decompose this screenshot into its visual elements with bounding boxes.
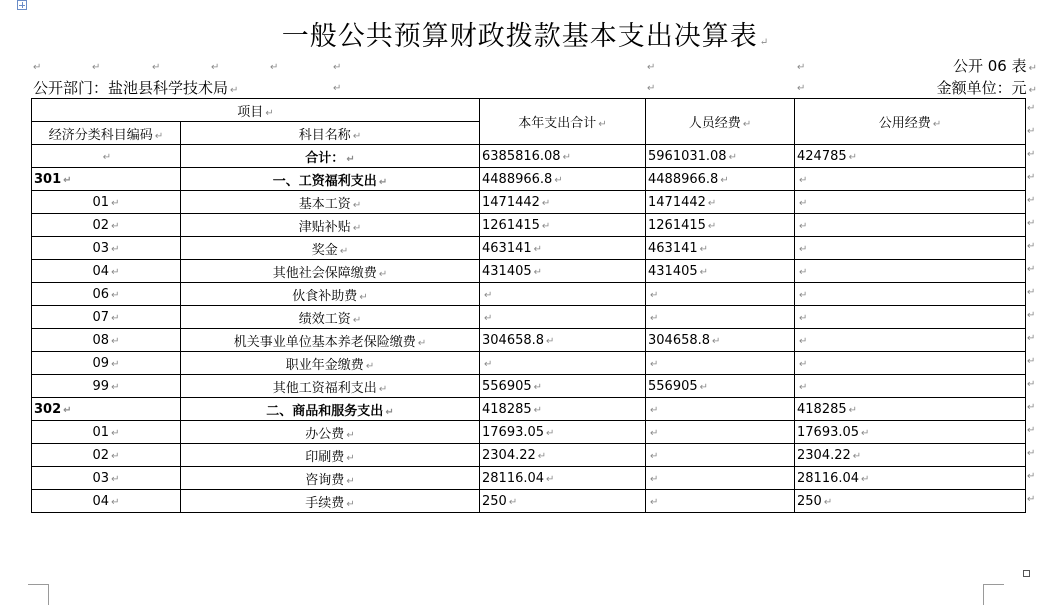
paragraph-mark-icon: ↵ <box>365 360 375 372</box>
table-row <box>32 444 1026 467</box>
paragraph-mark-icon: ↵ <box>546 335 555 347</box>
paragraph-mark-icon: ↵ <box>1028 63 1037 74</box>
paragraph-mark-icon: ↵ <box>1027 172 1036 183</box>
paragraph-mark-icon: ↵ <box>102 151 112 163</box>
public-cell <box>795 375 1026 398</box>
name-cell-text: 合计： <box>305 150 345 166</box>
personnel-cell <box>646 260 795 283</box>
paragraph-mark-icon: ↵ <box>111 312 120 324</box>
unit-label <box>937 77 1037 98</box>
total-cell <box>480 490 646 513</box>
personnel-cell-text: 5961031.08 <box>648 148 727 164</box>
paragraph-mark-icon: ↵ <box>848 151 858 163</box>
paragraph-mark-icon: ↵ <box>650 312 659 324</box>
paragraph-mark-icon: ↵ <box>533 404 543 416</box>
paragraph-mark-icon: ↵ <box>799 243 808 255</box>
paragraph-mark-icon: ↵ <box>352 130 362 142</box>
table-move-handle-icon[interactable] <box>17 0 27 10</box>
name-cell-text: 基本工资 <box>298 196 351 212</box>
personnel-cell <box>646 467 795 490</box>
paragraph-mark-icon: ↵ <box>1027 448 1036 459</box>
code-cell <box>32 490 181 513</box>
code-cell-text: 02 <box>92 447 110 463</box>
total-cell <box>480 375 646 398</box>
paragraph-mark-icon: ↵ <box>111 496 120 508</box>
personnel-cell-text: 463141 <box>648 240 698 256</box>
total-cell-text: 304658.8 <box>482 332 545 348</box>
paragraph-mark-icon: ↵ <box>799 266 808 278</box>
paragraph-mark-icon: ↵ <box>352 199 362 211</box>
paragraph-mark-icon: ↵ <box>111 289 120 301</box>
total-cell-text: 418285 <box>482 401 532 417</box>
paragraph-mark-icon: ↵ <box>211 62 220 73</box>
paragraph-mark-icon: ↵ <box>63 404 72 416</box>
name-cell-text: 津贴补贴 <box>298 219 351 235</box>
public-cell <box>795 490 1026 513</box>
paragraph-mark-icon: ↵ <box>562 151 571 163</box>
total-cell <box>480 214 646 237</box>
public-cell <box>795 191 1026 214</box>
name-cell <box>181 306 480 329</box>
personnel-cell <box>646 375 795 398</box>
page-corner-mark-right <box>983 584 1004 605</box>
paragraph-mark-icon: ↵ <box>797 83 806 94</box>
public-cell-text: 28116.04 <box>797 470 860 486</box>
code-cell <box>32 214 181 237</box>
public-cell-text: 250 <box>797 493 822 509</box>
paragraph-mark-icon: ↵ <box>699 266 709 278</box>
table-row <box>32 352 1026 375</box>
name-cell <box>181 191 480 214</box>
table-row <box>32 214 1026 237</box>
paragraph-mark-icon: ↵ <box>742 119 752 130</box>
name-cell <box>181 329 480 352</box>
public-cell <box>795 283 1026 306</box>
paragraph-mark-icon: ↵ <box>533 243 543 255</box>
header-public-text: 公用经费 <box>878 116 931 131</box>
personnel-cell <box>646 237 795 260</box>
name-cell-text: 职业年金缴费 <box>285 357 364 373</box>
public-cell <box>795 444 1026 467</box>
paragraph-mark-icon: ↵ <box>265 107 274 119</box>
name-cell <box>181 260 480 283</box>
paragraph-mark-icon: ↵ <box>799 358 808 370</box>
table-row <box>32 260 1026 283</box>
paragraph-mark-icon: ↵ <box>554 174 563 186</box>
paragraph-mark-icon: ↵ <box>1027 195 1036 206</box>
name-cell-text: 机关事业单位基本养老保险缴费 <box>233 334 416 350</box>
paragraph-mark-icon: ↵ <box>712 335 721 347</box>
paragraph-mark-icon: ↵ <box>346 429 355 441</box>
paragraph-mark-icon: ↵ <box>111 381 120 393</box>
public-cell <box>795 214 1026 237</box>
total-cell-text: 6385816.08 <box>482 148 561 164</box>
table-row <box>32 306 1026 329</box>
personnel-cell-text: 556905 <box>648 378 698 394</box>
paragraph-mark-icon: ↵ <box>799 312 808 324</box>
total-cell-text: 1471442 <box>482 194 540 210</box>
paragraph-mark-icon: ↵ <box>339 245 349 257</box>
personnel-cell-text: 1261415 <box>648 217 706 233</box>
public-cell-text: 17693.05 <box>797 424 860 440</box>
total-cell <box>480 145 646 168</box>
paragraph-mark-icon: ↵ <box>508 496 518 508</box>
table-resize-handle[interactable] <box>1023 570 1030 577</box>
paragraph-mark-icon: ↵ <box>333 62 342 73</box>
header-code-cell <box>32 122 181 145</box>
paragraph-mark-icon: ↵ <box>861 473 870 485</box>
paragraph-mark-icon: ↵ <box>650 289 659 301</box>
public-cell <box>795 168 1026 191</box>
paragraph-mark-icon: ↵ <box>1027 310 1036 321</box>
paragraph-mark-icon: ↵ <box>1027 425 1036 436</box>
name-cell-text: 咨询费 <box>305 472 345 488</box>
paragraph-mark-icon: ↵ <box>848 404 858 416</box>
total-cell-text: 4488966.8 <box>482 171 553 187</box>
paragraph-mark-icon: ↵ <box>92 62 101 73</box>
public-cell <box>795 329 1026 352</box>
code-cell <box>32 352 181 375</box>
personnel-cell-text: 1471442 <box>648 194 706 210</box>
paragraph-mark-icon: ↵ <box>111 450 120 462</box>
paragraph-mark-icon: ↵ <box>728 151 737 163</box>
paragraph-mark-icon: ↵ <box>598 119 607 130</box>
total-cell <box>480 260 646 283</box>
name-cell-text: 奖金 <box>311 242 338 258</box>
code-cell-text: 03 <box>92 470 110 486</box>
header-total-cell <box>480 99 646 145</box>
code-cell <box>32 237 181 260</box>
paragraph-mark-icon: ↵ <box>1027 356 1036 367</box>
name-cell <box>181 214 480 237</box>
personnel-cell <box>646 145 795 168</box>
paragraph-mark-icon: ↵ <box>378 383 388 395</box>
table-row <box>32 467 1026 490</box>
paragraph-mark-icon: ↵ <box>799 220 808 232</box>
paragraph-mark-icon: ↵ <box>1027 471 1036 482</box>
header-personnel-cell <box>646 99 795 145</box>
total-cell-text: 1261415 <box>482 217 540 233</box>
code-cell <box>32 398 181 421</box>
unit-text: 金额单位：元 <box>936 79 1027 97</box>
total-cell <box>480 237 646 260</box>
paragraph-mark-icon: ↵ <box>699 243 709 255</box>
paragraph-mark-icon: ↵ <box>650 450 659 462</box>
total-cell-text: 2304.22 <box>482 447 536 463</box>
table-row <box>32 145 1026 168</box>
page-corner-mark-left <box>28 584 49 605</box>
total-cell <box>480 329 646 352</box>
paragraph-mark-icon: ↵ <box>1027 494 1036 505</box>
public-cell <box>795 145 1026 168</box>
paragraph-mark-icon: ↵ <box>378 268 388 280</box>
name-cell-text: 其他工资福利支出 <box>272 380 377 396</box>
code-cell-text: 08 <box>92 332 110 348</box>
department-text: 公开部门：盐池县科学技术局 <box>33 79 229 97</box>
table-row <box>32 168 1026 191</box>
total-cell <box>480 191 646 214</box>
paragraph-mark-icon: ↵ <box>541 220 551 232</box>
paragraph-mark-icon: ↵ <box>861 427 870 439</box>
code-cell-text: 04 <box>92 493 110 509</box>
header-personnel-text: 人员经费 <box>688 116 741 131</box>
table-row <box>32 191 1026 214</box>
paragraph-mark-icon: ↵ <box>346 452 355 464</box>
public-cell <box>795 352 1026 375</box>
personnel-cell-text: 4488966.8 <box>648 171 719 187</box>
total-cell-text: 28116.04 <box>482 470 545 486</box>
code-cell <box>32 467 181 490</box>
name-cell <box>181 237 480 260</box>
paragraph-mark-icon: ↵ <box>759 37 770 48</box>
code-cell-text: 301 <box>34 171 62 187</box>
code-cell <box>32 145 181 168</box>
code-cell <box>32 191 181 214</box>
name-cell-text: 伙食补助费 <box>292 288 358 304</box>
paragraph-mark-icon: ↵ <box>799 289 808 301</box>
paragraph-mark-icon: ↵ <box>650 358 659 370</box>
paragraph-mark-icon: ↵ <box>1027 103 1036 114</box>
header-name-cell <box>181 122 480 145</box>
header-total-text: 本年支出合计 <box>518 116 597 131</box>
code-cell-text: 99 <box>92 378 110 394</box>
personnel-cell-text: 431405 <box>648 263 698 279</box>
total-cell <box>480 352 646 375</box>
paragraph-mark-icon: ↵ <box>707 197 717 209</box>
total-cell-text: 250 <box>482 493 507 509</box>
header-item-cell <box>32 99 480 122</box>
table-row <box>32 490 1026 513</box>
code-cell-text: 07 <box>92 309 110 325</box>
paragraph-mark-icon: ↵ <box>533 381 543 393</box>
paragraph-mark-icon: ↵ <box>346 475 355 487</box>
paragraph-mark-icon: ↵ <box>359 291 368 303</box>
paragraph-mark-icon: ↵ <box>346 498 355 510</box>
paragraph-mark-icon: ↵ <box>823 496 833 508</box>
paragraph-mark-icon: ↵ <box>720 174 729 186</box>
code-cell <box>32 375 181 398</box>
total-cell <box>480 283 646 306</box>
personnel-cell <box>646 214 795 237</box>
name-cell-text: 办公费 <box>305 426 345 442</box>
paragraph-mark-icon: ↵ <box>484 312 493 324</box>
title-text: 一般公共预算财政拨款基本支出决算表 <box>281 21 758 52</box>
code-cell-text: 302 <box>34 401 62 417</box>
name-cell <box>181 352 480 375</box>
paragraph-mark-icon: ↵ <box>1027 333 1036 344</box>
paragraph-mark-icon: ↵ <box>707 220 717 232</box>
paragraph-mark-icon: ↵ <box>852 450 862 462</box>
table-row <box>32 421 1026 444</box>
paragraph-mark-icon: ↵ <box>647 62 656 73</box>
public-cell <box>795 306 1026 329</box>
paragraph-mark-icon: ↵ <box>333 83 342 94</box>
table-row <box>32 283 1026 306</box>
name-cell <box>181 490 480 513</box>
paragraph-mark-icon: ↵ <box>63 174 72 186</box>
name-cell-text: 手续费 <box>305 495 345 511</box>
paragraph-mark-icon: ↵ <box>650 473 659 485</box>
code-cell-text: 01 <box>92 194 110 210</box>
name-cell <box>181 421 480 444</box>
personnel-cell-text: 304658.8 <box>648 332 711 348</box>
paragraph-mark-icon: ↵ <box>1027 402 1036 413</box>
code-cell <box>32 306 181 329</box>
paragraph-mark-icon: ↵ <box>799 381 808 393</box>
paragraph-mark-icon: ↵ <box>546 473 555 485</box>
paragraph-mark-icon: ↵ <box>1027 218 1036 229</box>
code-cell-text: 06 <box>92 286 110 302</box>
form-number-text: 公开 06 表 <box>952 57 1027 75</box>
paragraph-mark-icon: ↵ <box>111 197 120 209</box>
name-cell <box>181 467 480 490</box>
paragraph-mark-icon: ↵ <box>699 381 709 393</box>
table-row <box>32 329 1026 352</box>
paragraph-mark-icon: ↵ <box>152 62 161 73</box>
personnel-cell <box>646 421 795 444</box>
paragraph-mark-icon: ↵ <box>111 358 120 370</box>
code-cell <box>32 444 181 467</box>
header-code-text: 经济分类科目编码 <box>48 127 153 143</box>
public-cell <box>795 398 1026 421</box>
paragraph-mark-icon: ↵ <box>1027 149 1036 160</box>
public-cell-text: 418285 <box>797 401 847 417</box>
public-cell <box>795 237 1026 260</box>
paragraph-mark-icon: ↵ <box>352 222 362 234</box>
code-cell-text: 03 <box>92 240 110 256</box>
paragraph-mark-icon: ↵ <box>378 176 388 188</box>
code-cell <box>32 260 181 283</box>
name-cell <box>181 283 480 306</box>
paragraph-mark-icon: ↵ <box>799 197 808 209</box>
department-label <box>33 77 238 98</box>
personnel-cell <box>646 168 795 191</box>
paragraph-mark-icon: ↵ <box>1027 241 1036 252</box>
paragraph-mark-icon: ↵ <box>1027 264 1036 275</box>
header-public-cell <box>795 99 1026 145</box>
total-cell <box>480 168 646 191</box>
paragraph-mark-icon: ↵ <box>537 450 547 462</box>
paragraph-mark-icon: ↵ <box>1027 379 1036 390</box>
paragraph-mark-icon: ↵ <box>352 314 362 326</box>
public-cell-text: 2304.22 <box>797 447 851 463</box>
personnel-cell <box>646 444 795 467</box>
personnel-cell <box>646 283 795 306</box>
name-cell-text: 其他社会保障缴费 <box>272 265 377 281</box>
paragraph-mark-icon: ↵ <box>546 427 555 439</box>
code-cell <box>32 283 181 306</box>
paragraph-mark-icon: ↵ <box>650 404 659 416</box>
name-cell-text: 绩效工资 <box>298 311 351 327</box>
code-cell-text: 01 <box>92 424 110 440</box>
paragraph-mark-icon: ↵ <box>799 335 808 347</box>
expenditure-table <box>31 98 1026 513</box>
paragraph-mark-icon: ↵ <box>484 289 493 301</box>
paragraph-mark-icon: ↵ <box>932 119 942 130</box>
paragraph-mark-icon: ↵ <box>797 62 806 73</box>
paragraph-mark-icon: ↵ <box>650 496 659 508</box>
paragraph-mark-icon: ↵ <box>111 335 120 347</box>
total-cell-text: 17693.05 <box>482 424 545 440</box>
paragraph-mark-icon: ↵ <box>484 358 493 370</box>
header-item-text: 项目 <box>237 104 264 120</box>
paragraph-mark-icon: ↵ <box>1028 85 1037 96</box>
total-cell <box>480 421 646 444</box>
public-cell <box>795 260 1026 283</box>
paragraph-mark-icon: ↵ <box>33 62 42 73</box>
form-number <box>953 55 1037 76</box>
paragraph-mark-icon: ↵ <box>111 243 120 255</box>
paragraph-mark-icon: ↵ <box>346 153 355 165</box>
paragraph-mark-icon: ↵ <box>1027 287 1036 298</box>
name-cell-text: 二、商品和服务支出 <box>266 403 384 419</box>
total-cell-text: 431405 <box>482 263 532 279</box>
paragraph-mark-icon: ↵ <box>111 473 120 485</box>
code-cell <box>32 168 181 191</box>
paragraph-mark-icon: ↵ <box>270 62 279 73</box>
total-cell <box>480 444 646 467</box>
paragraph-mark-icon: ↵ <box>111 266 120 278</box>
paragraph-mark-icon: ↵ <box>385 406 394 418</box>
code-cell-text: 02 <box>92 217 110 233</box>
paragraph-mark-icon: ↵ <box>650 427 659 439</box>
personnel-cell <box>646 306 795 329</box>
name-cell <box>181 145 480 168</box>
header-row-top <box>32 99 1026 122</box>
paragraph-mark-icon: ↵ <box>541 197 551 209</box>
table-row <box>32 398 1026 421</box>
header-name-text: 科目名称 <box>298 127 351 143</box>
personnel-cell <box>646 191 795 214</box>
paragraph-mark-icon: ↵ <box>417 337 427 349</box>
name-cell-text: 一、工资福利支出 <box>272 173 377 189</box>
paragraph-mark-icon: ↵ <box>154 130 164 142</box>
paragraph-mark-icon: ↵ <box>1027 126 1036 137</box>
total-cell <box>480 467 646 490</box>
public-cell <box>795 421 1026 444</box>
paragraph-mark-icon: ↵ <box>799 174 808 186</box>
table-row <box>32 375 1026 398</box>
code-cell-text: 09 <box>92 355 110 371</box>
total-cell <box>480 306 646 329</box>
name-cell <box>181 375 480 398</box>
paragraph-mark-icon: ↵ <box>111 220 120 232</box>
name-cell <box>181 398 480 421</box>
personnel-cell <box>646 398 795 421</box>
total-cell-text: 556905 <box>482 378 532 394</box>
total-cell <box>480 398 646 421</box>
public-cell-text: 424785 <box>797 148 847 164</box>
personnel-cell <box>646 352 795 375</box>
table-row <box>32 237 1026 260</box>
personnel-cell <box>646 490 795 513</box>
personnel-cell <box>646 329 795 352</box>
page-title <box>0 14 1051 53</box>
public-cell <box>795 467 1026 490</box>
paragraph-mark-icon: ↵ <box>111 427 120 439</box>
paragraph-mark-icon: ↵ <box>533 266 543 278</box>
paragraph-mark-icon: ↵ <box>230 85 239 96</box>
paragraph-mark-icon: ↵ <box>647 83 656 94</box>
code-cell <box>32 329 181 352</box>
code-cell-text: 04 <box>92 263 110 279</box>
code-cell <box>32 421 181 444</box>
total-cell-text: 463141 <box>482 240 532 256</box>
name-cell <box>181 168 480 191</box>
name-cell-text: 印刷费 <box>305 449 345 465</box>
name-cell <box>181 444 480 467</box>
